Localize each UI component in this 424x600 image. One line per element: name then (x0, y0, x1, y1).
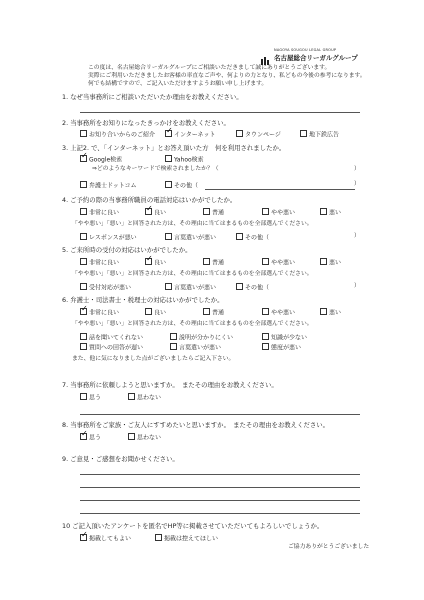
checkbox-icon (165, 283, 172, 290)
q1-answer-line (80, 112, 360, 113)
q1-text: 1. なぜ当事務所にご相談いただいたか理由をお教えください。 (62, 93, 243, 101)
q6-reason[interactable]: 態度が悪い (262, 343, 301, 352)
q5-option[interactable]: 悪い (320, 258, 341, 267)
checkbox-icon (145, 308, 152, 315)
q9-answer-line (80, 474, 360, 475)
q2-option[interactable]: タウンページ (236, 130, 281, 139)
checkbox-icon (320, 308, 327, 315)
checkbox-icon (203, 258, 210, 265)
checkbox-icon (80, 393, 87, 400)
q6-option[interactable]: 普通 (203, 308, 224, 317)
q6-option[interactable]: 悪い (320, 308, 341, 317)
q2-option[interactable]: お知り合いからのご紹介 (80, 130, 155, 139)
q7-option[interactable]: 思う (80, 393, 101, 402)
q5-followup: 「やや悪い」「悪い」と回答された方は、その理由に当てはまるものを全部選んでください。 (72, 271, 313, 277)
q4-reason[interactable]: レスポンスが悪い (80, 233, 137, 242)
q9-answer-line (80, 500, 360, 501)
q8-option[interactable]: 思わない (128, 433, 161, 442)
q2-text: 2. 当事務所をお知りになったきっかけをお教えください。 (62, 119, 230, 127)
checkbox-icon (165, 155, 172, 162)
q9-answer-line (80, 487, 360, 488)
q3-option[interactable]: Yahoo検索 (165, 155, 204, 164)
q9-text: 9. ご意見・ご感想をお聞かせください。 (62, 455, 179, 463)
checked-checkbox-icon (145, 258, 152, 265)
q6-other: また、他に気になりました点がございましたらご記入下さい。 (72, 356, 235, 362)
q10-option[interactable]: 掲載は控えてほしい (155, 534, 218, 543)
q5-reason[interactable]: その他（ (236, 283, 269, 292)
q9-answer-line (80, 513, 360, 514)
q3-option[interactable]: ✓Google検索 (80, 155, 122, 164)
checkbox-icon (80, 233, 87, 240)
checkbox-icon (320, 258, 327, 265)
q4-text: 4. ご予約の際の当事務所職員の電話対応はいかがでしたか。 (62, 196, 237, 204)
checkbox-icon (300, 130, 307, 137)
checkbox-icon (155, 534, 162, 541)
q4-option[interactable]: やや悪い (262, 208, 295, 217)
q3-keyword-close: ） (354, 166, 360, 172)
q3-keyword-prompt: ⇒どのようなキーワードで検索されましたか？（ (92, 166, 219, 172)
q10-option[interactable]: ✓掲載してもよい (80, 534, 131, 543)
q5-option[interactable]: 普通 (203, 258, 224, 267)
q3-other-line (205, 189, 355, 190)
q6-option[interactable]: 良い (145, 308, 166, 317)
checkbox-icon (262, 208, 269, 215)
checkbox-icon (80, 130, 87, 137)
q3-option[interactable]: その他（ (165, 181, 198, 190)
q3-option[interactable]: 弁護士ドットコム (80, 181, 137, 190)
q4-option[interactable]: 非常に良い (80, 208, 119, 217)
checkbox-icon (320, 208, 327, 215)
q5-reason-close: ） (354, 283, 360, 289)
q6-followup: 「やや悪い」「悪い」と回答された方は、その理由に当てはまるものを全部選んでください。 (72, 321, 313, 327)
checkbox-icon (236, 233, 243, 240)
checkbox-icon (262, 308, 269, 315)
q3-other-close: ） (354, 181, 360, 187)
checkbox-icon (203, 208, 210, 215)
q7-text: 7. 当事務所に依頼しようと思いますか。 またその理由をお教えください。 (62, 381, 278, 389)
q6-reason[interactable]: 話を聞いてくれない (80, 333, 143, 342)
checked-checkbox-icon (145, 208, 152, 215)
q4-reason[interactable]: 言葉遣いが悪い (165, 233, 216, 242)
q4-reason-close: ） (354, 233, 360, 239)
checkbox-icon (262, 333, 269, 340)
q4-option[interactable]: 普通 (203, 208, 224, 217)
q8-text: 8. 当事務所をご家族・ご友人にすすめたいと思いますか。 またその理由をお教えください。 (62, 421, 330, 429)
q2-option[interactable]: ✓ インターネット (165, 130, 215, 139)
q3-text: 3. 上記2. で、「インターネット」とお答え頂いた方 何を利用されましたか。 (62, 144, 286, 152)
checkbox-icon (262, 258, 269, 265)
checkbox-icon (165, 181, 172, 188)
q8-option[interactable]: ✓思う (80, 433, 101, 442)
checked-checkbox-icon (80, 433, 87, 440)
logo-title: 名古屋総合リーガルグループ (274, 54, 358, 62)
checkbox-icon (170, 333, 177, 340)
checkbox-icon (262, 343, 269, 350)
q5-reason[interactable]: 受付対応が悪い (80, 283, 131, 292)
intro-line-2: 実際にご利用いただきましたお客様の率直なご声や、何よりの力となり、私どもの今後の参考になります。 (88, 73, 366, 79)
q10-text: 10 ご記入頂いたアンケートを匿名でHP等に掲載させていただいてもよろしいでしょうか。 (62, 522, 324, 530)
footer-thanks: ご協力ありがとうございました (288, 544, 370, 550)
intro-line-3: 何でも結構ですので、ご記入いただけますようお願い申し上げます。 (88, 81, 268, 87)
checkbox-icon (170, 343, 177, 350)
checkbox-icon (165, 233, 172, 240)
checkbox-icon (80, 208, 87, 215)
q5-text: 5. ご来所時の受付の対応はいかがでしたか。 (62, 246, 192, 254)
q5-option[interactable]: 非常に良い (80, 258, 119, 267)
checkbox-icon (236, 283, 243, 290)
q4-option[interactable]: 悪い (320, 208, 341, 217)
q6-reason[interactable]: 言葉遣いが悪い (170, 343, 221, 352)
q4-option[interactable]: ✓ 良い (145, 208, 166, 217)
logo-mark-icon (261, 50, 271, 58)
q6-reason[interactable]: 説明が分かりにくい (170, 333, 233, 342)
checkbox-icon (80, 283, 87, 290)
q4-followup: 「やや悪い」「悪い」と回答された方は、その理由に当てはまるものを全部選んでください。 (72, 221, 313, 227)
checkbox-icon (80, 181, 87, 188)
checked-checkbox-icon (80, 155, 87, 162)
checkbox-icon (128, 393, 135, 400)
q5-reason[interactable]: 言葉遣いが悪い (165, 283, 216, 292)
checkbox-icon (128, 433, 135, 440)
checkbox-icon (236, 130, 243, 137)
q5-option[interactable]: ✓ 良い (145, 258, 166, 267)
q4-reason[interactable]: その他（ (236, 233, 269, 242)
intro-line-1: この度は、名古屋総合リーガルグループにご相談いただきまして誠にありがとうございます。 (88, 65, 331, 71)
q6-option[interactable]: ✓非常に良い (80, 308, 119, 317)
logo-subtitle: NAGOYA SOUGOU LEGAL GROUP (274, 48, 337, 52)
q2-option[interactable]: 地下鉄広告 (300, 130, 339, 139)
checked-checkbox-icon (80, 308, 87, 315)
q5-option[interactable]: やや悪い (262, 258, 295, 267)
q6-option[interactable]: やや悪い (262, 308, 295, 317)
q6-reason[interactable]: 知識が少ない (262, 333, 307, 342)
q7-answer-line (80, 414, 360, 415)
checkbox-icon (203, 308, 210, 315)
checked-checkbox-icon (165, 130, 172, 137)
checked-checkbox-icon (80, 534, 87, 541)
checkbox-icon (80, 258, 87, 265)
checkbox-icon (80, 333, 87, 340)
q7-option[interactable]: 思わない (128, 393, 161, 402)
q6-reason[interactable]: 質問への回答が遅い (80, 343, 143, 352)
q6-text: 6. 弁護士・司法書士・税理士の対応はいかがでしたか。 (62, 296, 224, 304)
checkbox-icon (80, 343, 87, 350)
